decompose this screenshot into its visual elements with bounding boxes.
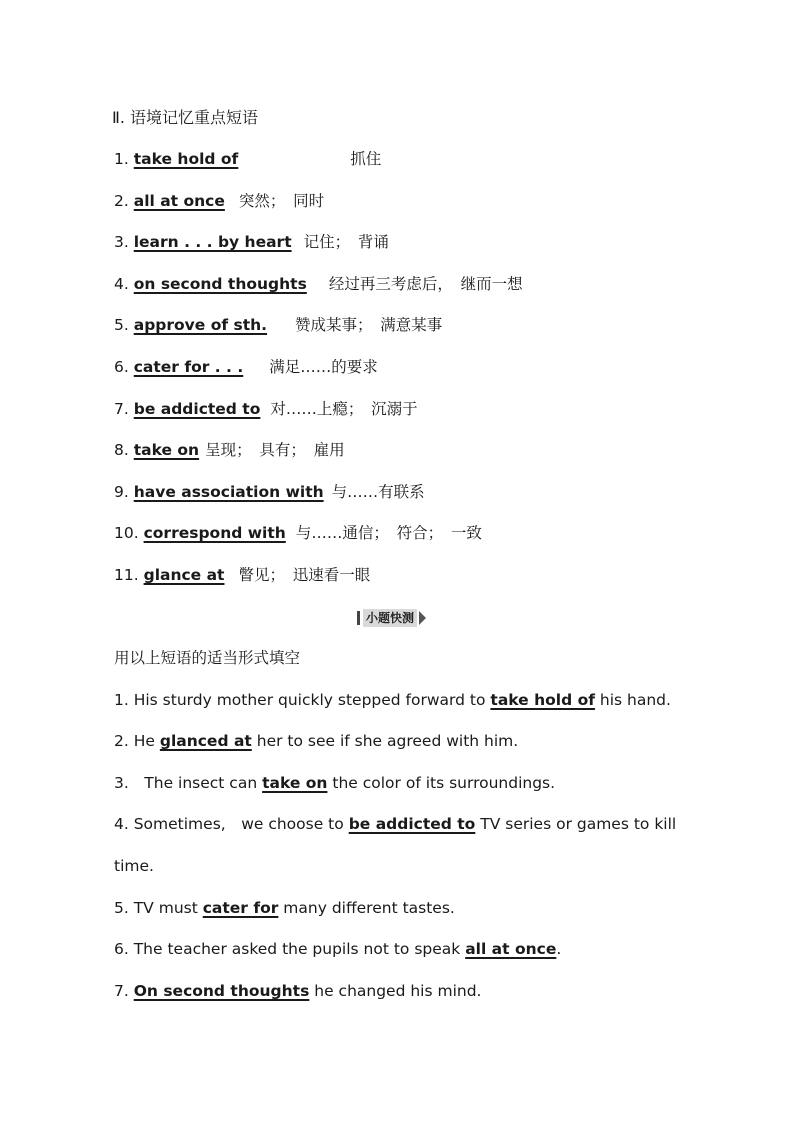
- exercise-text: TV series or games to kill: [475, 815, 677, 833]
- phrase-text: approve of sth.: [133, 316, 268, 334]
- exercise-text: many different tastes.: [278, 899, 455, 917]
- section-title: Ⅱ. 语境记忆重点短语: [112, 108, 259, 127]
- phrase-meaning: 记住； 背诵: [303, 233, 389, 251]
- phrase-text: have association with: [133, 483, 324, 501]
- quiz-badge-label: 小题快测: [363, 609, 417, 627]
- phrase-meaning: 满足……的要求: [269, 358, 378, 376]
- exercise-text: the color of its surroundings.: [327, 774, 556, 792]
- instruction-text: 用以上短语的适当形式填空: [114, 649, 301, 667]
- phrase-number: 3.: [114, 233, 129, 251]
- phrase-number: 7.: [114, 400, 129, 418]
- phrase-item: [114, 357, 378, 377]
- phrase-text: be addicted to: [133, 400, 261, 418]
- phrase-number: 4.: [114, 275, 129, 293]
- badge-bar-decoration: [357, 611, 360, 625]
- phrase-item: [114, 232, 389, 252]
- arrow-right-icon: [419, 611, 426, 625]
- exercise-text: 6. The teacher asked the pupils not to speak: [114, 940, 466, 958]
- phrase-text: cater for . . .: [133, 358, 244, 376]
- exercise-answer: cater for: [202, 899, 279, 917]
- exercise-answer: be addicted to: [348, 815, 476, 833]
- exercise-item: [114, 981, 481, 1001]
- exercise-item: [114, 814, 676, 834]
- phrase-number: 6.: [114, 358, 129, 376]
- quiz-badge: [357, 609, 426, 627]
- phrase-meaning: 与……通信； 符合； 一致: [295, 524, 482, 542]
- phrase-meaning: 与……有联系: [331, 483, 425, 501]
- phrase-text: glance at: [143, 566, 225, 584]
- phrase-item: [114, 565, 370, 585]
- phrase-item: [114, 315, 442, 335]
- phrase-item: [114, 482, 425, 502]
- exercise-text: 7.: [114, 982, 134, 1000]
- phrase-meaning: 突然； 同时: [238, 192, 325, 210]
- phrase-text: learn . . . by heart: [133, 233, 292, 251]
- phrase-text: take on: [133, 441, 200, 459]
- phrase-text: take hold of: [133, 150, 239, 168]
- phrase-item: [114, 440, 345, 460]
- exercise-text: 2. He: [114, 732, 160, 750]
- exercise-item: [114, 690, 671, 710]
- exercise-item: [114, 898, 455, 918]
- exercise-answer: glanced at: [159, 732, 252, 750]
- exercise-continuation: time.: [114, 857, 154, 875]
- phrase-text: on second thoughts: [133, 275, 307, 293]
- exercise-text: 1. His sturdy mother quickly stepped forward to: [114, 691, 491, 709]
- phrase-item: [114, 149, 381, 169]
- exercise-text: he changed his mind.: [309, 982, 482, 1000]
- phrase-item: [114, 274, 523, 294]
- phrase-number: 8.: [114, 441, 129, 459]
- phrase-number: 1.: [114, 150, 129, 168]
- phrase-item: [114, 191, 324, 211]
- phrase-text: all at once: [133, 192, 225, 210]
- phrase-meaning: 瞥见； 迅速看一眼: [238, 566, 371, 584]
- phrase-number: 10.: [114, 524, 139, 542]
- exercise-answer: all at once: [465, 940, 557, 958]
- phrase-item: [114, 399, 418, 419]
- phrase-number: 2.: [114, 192, 129, 210]
- phrase-meaning: 抓住: [350, 150, 382, 168]
- exercise-text: .: [556, 940, 562, 958]
- exercise-text: 4. Sometimes, we choose to: [114, 815, 349, 833]
- exercise-item: [114, 939, 561, 959]
- phrase-text: correspond with: [143, 524, 286, 542]
- exercise-text: her to see if she agreed with him.: [251, 732, 519, 750]
- phrase-number: 9.: [114, 483, 129, 501]
- phrase-number: 11.: [114, 566, 139, 584]
- exercise-text: 3. The insect can: [114, 774, 263, 792]
- phrase-meaning: 经过再三考虑后， 继而一想: [328, 275, 523, 293]
- exercise-answer: take hold of: [490, 691, 595, 709]
- exercise-answer: On second thoughts: [133, 982, 310, 1000]
- phrase-item: [114, 523, 482, 543]
- phrase-number: 5.: [114, 316, 129, 334]
- phrase-meaning: 赞成某事； 满意某事: [295, 316, 443, 334]
- exercise-text: his hand.: [594, 691, 671, 709]
- exercise-item: [114, 773, 555, 793]
- exercise-answer: take on: [262, 774, 328, 792]
- phrase-meaning: 呈现； 具有； 雇用: [205, 441, 345, 459]
- exercise-text: 5. TV must: [114, 899, 203, 917]
- exercise-item: [114, 731, 518, 751]
- phrase-meaning: 对……上瘾； 沉溺于: [270, 400, 418, 418]
